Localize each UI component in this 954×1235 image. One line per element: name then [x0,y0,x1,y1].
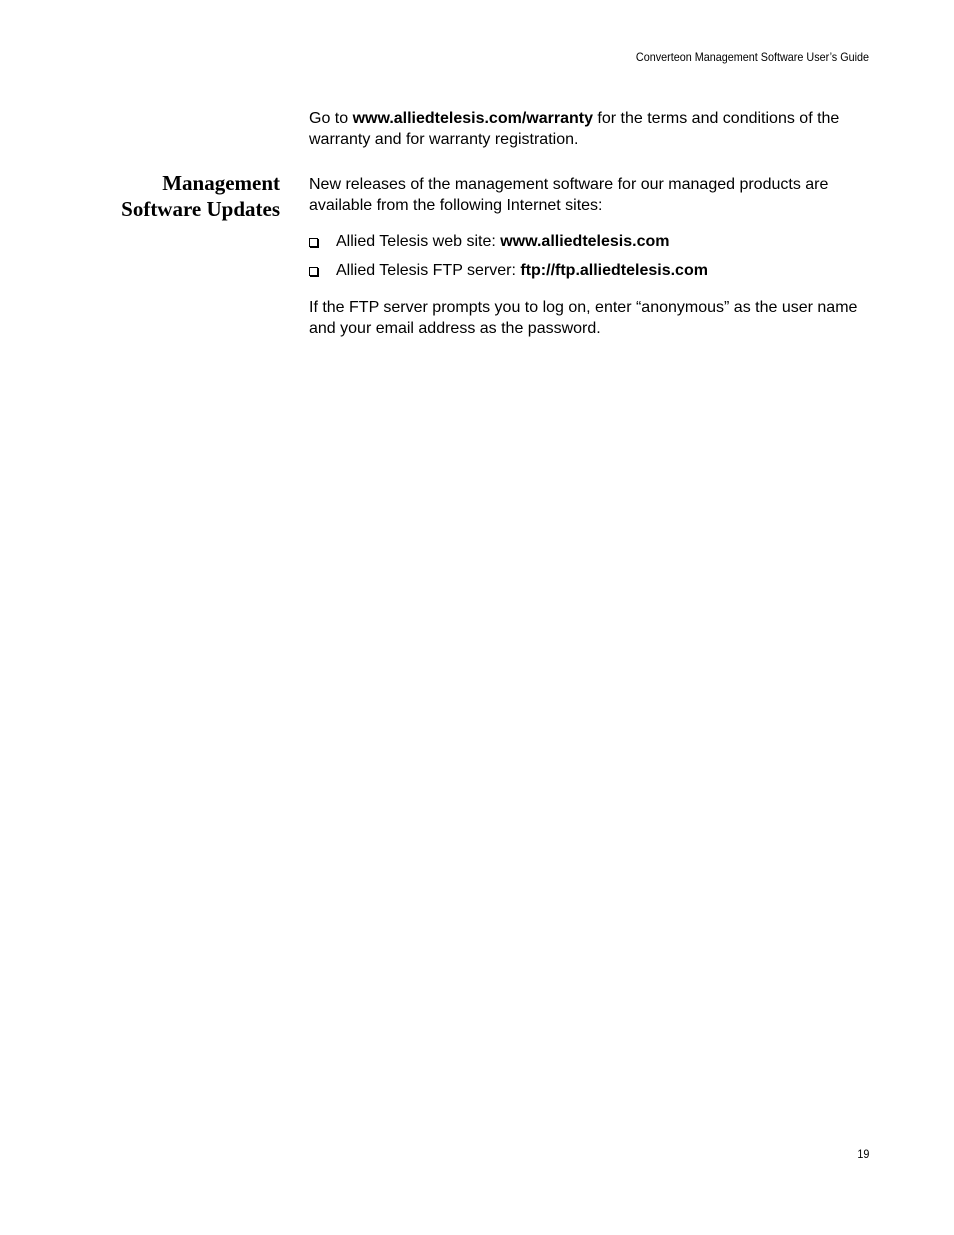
list-item [309,260,708,281]
warranty-url[interactable]: www.alliedtelesis.com/warranty [352,110,593,127]
list-item-label: Allied Telesis web site: [336,233,501,250]
list-item [309,231,708,252]
list-item-label: Allied Telesis FTP server: [336,262,521,279]
site-list [309,231,708,289]
running-header: Converteon Management Software User’s Guide [635,50,869,64]
warranty-paragraph [309,108,879,150]
warranty-prefix: Go to [309,110,353,127]
section-heading-line1: Management [162,171,280,195]
intro-paragraph: New releases of the management software for our managed products are available from the following Internet sites: [309,176,829,214]
section-heading-line2: Software Updates [121,197,280,221]
checkbox-bullet-icon [309,238,318,247]
warranty-suffix: for the terms and conditions of the warranty and for warranty registration. [309,110,840,148]
checkbox-bullet-icon [309,267,318,276]
web-site-url[interactable]: www.alliedtelesis.com [500,233,670,250]
ftp-server-url[interactable]: ftp://ftp.alliedtelesis.com [520,262,708,279]
page-number: 19 [856,1147,869,1161]
ftp-note-paragraph: If the FTP server prompts you to log on, enter “anonymous” as the user name and your email address as the password. [309,299,858,337]
section-heading [60,170,280,222]
